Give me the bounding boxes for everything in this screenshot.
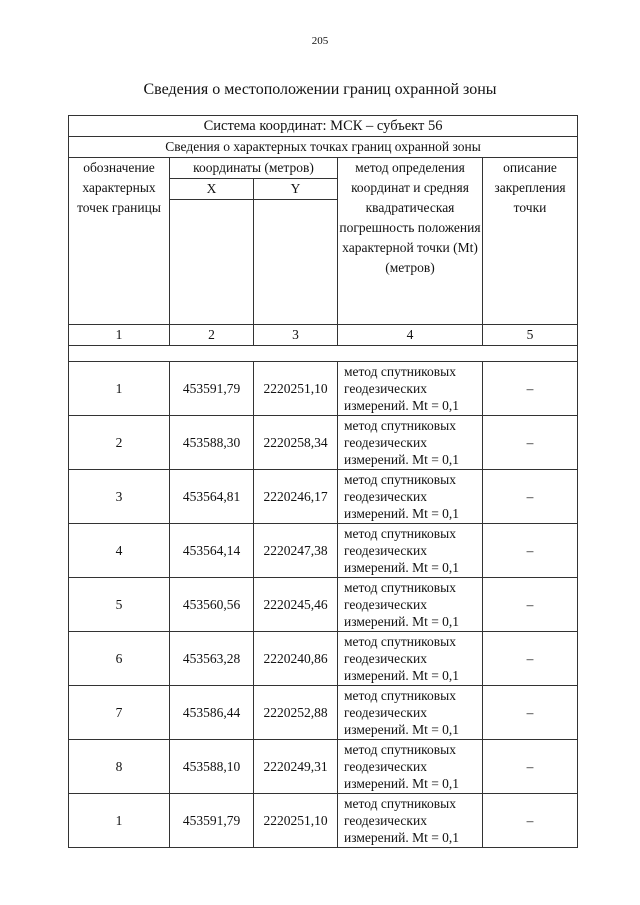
coordinate-x: 453560,56 xyxy=(170,578,254,632)
column-number: 4 xyxy=(338,325,483,346)
point-designation: 3 xyxy=(69,470,170,524)
method-description: метод спутниковых геодезических измерений. Mt = 0,1 xyxy=(338,470,483,524)
coordinate-system: Система координат: МСК – субъект 56 xyxy=(69,116,578,137)
table-row xyxy=(69,740,578,794)
coordinate-y: 2220245,46 xyxy=(254,578,338,632)
spacer-cell xyxy=(69,346,578,362)
point-designation: 4 xyxy=(69,524,170,578)
coordinate-y: 2220247,38 xyxy=(254,524,338,578)
column-number: 2 xyxy=(170,325,254,346)
point-designation: 6 xyxy=(69,632,170,686)
table-row xyxy=(69,632,578,686)
fixation-description: – xyxy=(483,794,578,848)
column-number: 1 xyxy=(69,325,170,346)
fixation-description: – xyxy=(483,470,578,524)
column-number: 5 xyxy=(483,325,578,346)
column-number: 3 xyxy=(254,325,338,346)
coordinate-x: 453588,30 xyxy=(170,416,254,470)
header-x: X xyxy=(170,179,254,200)
point-designation: 5 xyxy=(69,578,170,632)
point-designation: 2 xyxy=(69,416,170,470)
coordinates-table xyxy=(68,115,578,848)
column-number-row xyxy=(69,325,578,346)
fixation-description: – xyxy=(483,416,578,470)
table-subtitle: Сведения о характерных точках границ охранной зоны xyxy=(69,137,578,158)
coordinate-y: 2220252,88 xyxy=(254,686,338,740)
table-row xyxy=(69,416,578,470)
method-description: метод спутниковых геодезических измерений. Mt = 0,1 xyxy=(338,794,483,848)
header-method: метод определения координат и средняя квадратическая погрешность положения характерной точки (Mt) (метров) xyxy=(338,158,483,325)
table-row xyxy=(69,362,578,416)
table-row xyxy=(69,578,578,632)
coordinate-y: 2220258,34 xyxy=(254,416,338,470)
coordinate-x: 453564,14 xyxy=(170,524,254,578)
page-title: Сведения о местоположении границ охранной зоны xyxy=(143,81,497,98)
fixation-description: – xyxy=(483,740,578,794)
table-row xyxy=(69,794,578,848)
header-coordinates: координаты (метров) xyxy=(170,158,338,179)
method-description: метод спутниковых геодезических измерений. Mt = 0,1 xyxy=(338,362,483,416)
header-y: Y xyxy=(254,179,338,200)
coordinate-x: 453586,44 xyxy=(170,686,254,740)
header-y-spacer xyxy=(254,200,338,325)
header-description: описание закрепления точки xyxy=(483,158,578,325)
table-row xyxy=(69,470,578,524)
point-designation: 1 xyxy=(69,362,170,416)
method-description: метод спутниковых геодезических измерений. Mt = 0,1 xyxy=(338,686,483,740)
coordinate-y: 2220249,31 xyxy=(254,740,338,794)
coordinate-y: 2220246,17 xyxy=(254,470,338,524)
empty-row xyxy=(69,346,578,362)
coordinate-x: 453591,79 xyxy=(170,794,254,848)
coordinate-y: 2220240,86 xyxy=(254,632,338,686)
fixation-description: – xyxy=(483,362,578,416)
page-number: 205 xyxy=(311,35,329,47)
fixation-description: – xyxy=(483,632,578,686)
coordinate-x: 453591,79 xyxy=(170,362,254,416)
table-row xyxy=(69,524,578,578)
fixation-description: – xyxy=(483,578,578,632)
coordinate-x: 453564,81 xyxy=(170,470,254,524)
method-description: метод спутниковых геодезических измерений. Mt = 0,1 xyxy=(338,578,483,632)
table-row xyxy=(69,686,578,740)
fixation-description: – xyxy=(483,686,578,740)
coordinate-y: 2220251,10 xyxy=(254,362,338,416)
point-designation: 7 xyxy=(69,686,170,740)
coordinate-x: 453588,10 xyxy=(170,740,254,794)
point-designation: 8 xyxy=(69,740,170,794)
fixation-description: – xyxy=(483,524,578,578)
method-description: метод спутниковых геодезических измерений. Mt = 0,1 xyxy=(338,524,483,578)
method-description: метод спутниковых геодезических измерений. Mt = 0,1 xyxy=(338,632,483,686)
point-designation: 1 xyxy=(69,794,170,848)
method-description: метод спутниковых геодезических измерений. Mt = 0,1 xyxy=(338,416,483,470)
header-x-spacer xyxy=(170,200,254,325)
coordinate-y: 2220251,10 xyxy=(254,794,338,848)
coordinate-x: 453563,28 xyxy=(170,632,254,686)
method-description: метод спутниковых геодезических измерений. Mt = 0,1 xyxy=(338,740,483,794)
header-point-designation: обозначение характерных точек границы xyxy=(69,158,170,325)
